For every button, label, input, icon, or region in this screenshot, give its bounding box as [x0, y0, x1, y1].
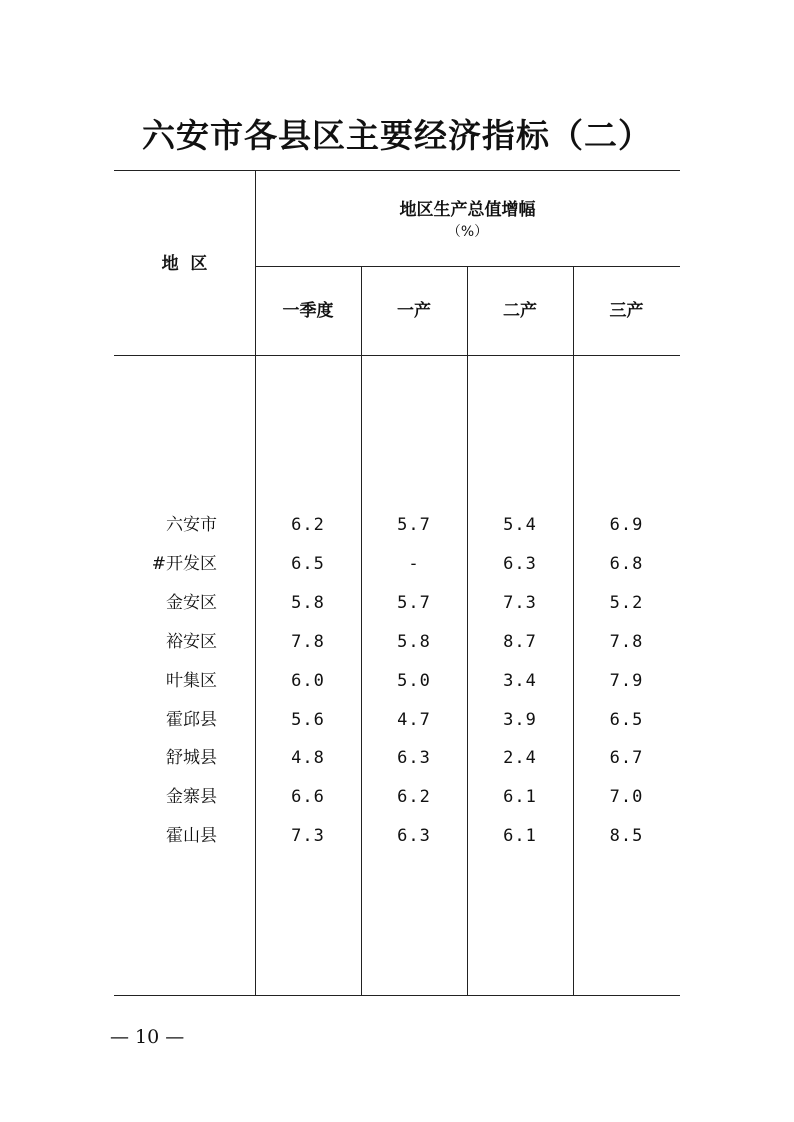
table-row [0, 778, 794, 817]
tertiary-growth: 7.0 [609, 787, 644, 807]
secondary-growth: 6.1 [503, 826, 537, 846]
region-name: 金安区 [166, 593, 217, 613]
q1-growth: 6.6 [291, 787, 325, 807]
primary-growth: 6.3 [397, 748, 431, 768]
region-name: 金寨县 [166, 787, 217, 807]
tertiary-growth: 7.9 [609, 671, 644, 691]
primary-growth: 6.2 [397, 787, 431, 807]
secondary-growth: 3.9 [503, 710, 537, 730]
page-title: 六安市各县区主要经济指标（二） [142, 116, 652, 155]
tertiary-growth: 6.8 [609, 554, 644, 574]
secondary-growth: 5.4 [503, 515, 537, 535]
secondary-growth: 6.3 [503, 554, 537, 574]
secondary-growth: 6.1 [503, 787, 537, 807]
q1-growth: 7.8 [291, 632, 325, 652]
q1-growth: 4.8 [291, 748, 325, 768]
table-row [0, 545, 794, 584]
q1-growth: 5.6 [291, 710, 325, 730]
tertiary-growth: 6.7 [609, 748, 644, 768]
tertiary-growth: 8.5 [609, 826, 644, 846]
subheader-tertiary: 三产 [609, 301, 644, 321]
primary-growth: 4.7 [397, 710, 431, 730]
secondary-growth: 3.4 [503, 671, 537, 691]
header-bottom-rule [114, 355, 680, 356]
primary-growth: 6.3 [397, 826, 431, 846]
q1-growth: 6.5 [291, 554, 325, 574]
table-row [0, 701, 794, 740]
region-name: 霍山县 [166, 826, 217, 846]
q1-growth: 7.3 [291, 826, 325, 846]
table-bottom-rule [114, 995, 680, 996]
table-row [0, 584, 794, 623]
table-row [0, 739, 794, 778]
region-name: #开发区 [151, 554, 217, 574]
tertiary-growth: 5.2 [609, 593, 644, 613]
primary-growth: - [408, 554, 420, 574]
secondary-growth: 2.4 [503, 748, 537, 768]
primary-growth: 5.7 [397, 515, 431, 535]
q1-growth: 5.8 [291, 593, 325, 613]
region-name: 裕安区 [166, 632, 217, 652]
q1-growth: 6.2 [291, 515, 325, 535]
tertiary-growth: 6.9 [609, 515, 644, 535]
group-header: 地区生产总值增幅 [399, 200, 536, 220]
primary-growth: 5.0 [397, 671, 431, 691]
table-top-rule [114, 170, 680, 171]
primary-growth: 5.7 [397, 593, 431, 613]
subheader-q1: 一季度 [282, 301, 334, 321]
table-row [0, 817, 794, 856]
secondary-growth: 8.7 [503, 632, 537, 652]
subheader-primary: 一产 [397, 301, 431, 321]
region-name: 六安市 [166, 515, 217, 535]
region-name: 叶集区 [166, 671, 217, 691]
group-header-unit: （%） [446, 224, 489, 240]
page-number: — 10 — [110, 1026, 185, 1048]
primary-growth: 5.8 [397, 632, 431, 652]
table-row [0, 506, 794, 545]
region-name: 舒城县 [166, 748, 217, 768]
secondary-growth: 7.3 [503, 593, 537, 613]
region-name: 霍邱县 [166, 710, 217, 730]
table-row [0, 662, 794, 701]
tertiary-growth: 7.8 [609, 632, 644, 652]
subheader-secondary: 二产 [503, 301, 537, 321]
region-header: 地 区 [161, 254, 208, 274]
tertiary-growth: 6.5 [609, 710, 644, 730]
q1-growth: 6.0 [291, 671, 325, 691]
table-row [0, 623, 794, 662]
